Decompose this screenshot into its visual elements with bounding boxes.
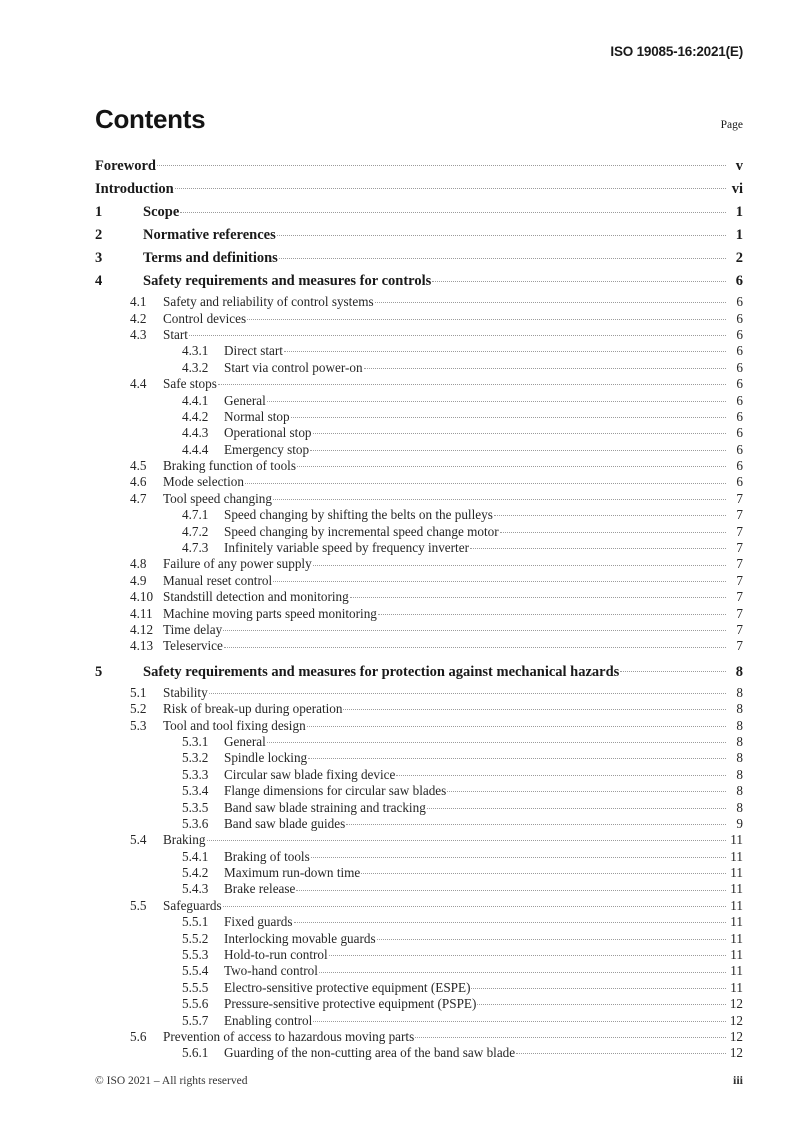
toc-entry-page-number: 7 xyxy=(736,490,743,506)
toc-dot-leader xyxy=(311,848,726,861)
toc-entry-label: Spindle locking xyxy=(224,750,308,766)
toc-entry[interactable] xyxy=(95,224,743,247)
toc-entry[interactable] xyxy=(95,782,743,798)
toc-entry[interactable] xyxy=(95,604,743,620)
toc-entry[interactable] xyxy=(95,700,743,716)
page-footer xyxy=(95,1073,743,1088)
toc-entry-page-number: 7 xyxy=(736,572,743,588)
toc-entry-page-number: 7 xyxy=(736,507,743,523)
toc-dot-leader xyxy=(218,375,726,388)
toc-entry-label: Start xyxy=(163,326,188,342)
table-of-contents xyxy=(95,155,743,1061)
toc-entry-number: 4.3.2 xyxy=(182,359,209,375)
toc-entry[interactable] xyxy=(95,1028,743,1044)
toc-dot-leader xyxy=(267,391,726,404)
toc-entry-page-number: 7 xyxy=(736,523,743,539)
toc-entry[interactable] xyxy=(95,506,743,522)
toc-entry[interactable] xyxy=(95,749,743,765)
toc-entry-page-number: 8 xyxy=(735,663,743,680)
toc-dot-leader xyxy=(291,408,726,421)
toc-entry-number: 4.12 xyxy=(130,622,154,637)
toc-entry-number: 4.4.4 xyxy=(182,441,209,457)
toc-entry-page-number: 8 xyxy=(736,799,743,815)
toc-entry-page-number: 7 xyxy=(736,638,743,654)
toc-entry-page-number: 7 xyxy=(736,556,743,572)
toc-entry-number: 5.3.1 xyxy=(182,733,209,749)
toc-dot-leader xyxy=(364,359,726,372)
toc-dot-leader xyxy=(284,342,726,355)
toc-entry[interactable] xyxy=(95,1044,743,1060)
toc-entry-number: 1 xyxy=(95,204,103,220)
toc-dot-leader xyxy=(245,473,726,486)
toc-entry-page-number: 8 xyxy=(736,733,743,749)
toc-entry-page-number: 6 xyxy=(736,310,743,326)
toc-dot-leader xyxy=(516,1044,726,1057)
toc-entry-page-number: 11 xyxy=(730,930,743,946)
toc-dot-leader xyxy=(279,248,726,263)
toc-dot-leader xyxy=(477,995,726,1008)
toc-entry[interactable] xyxy=(95,293,743,309)
toc-entry[interactable] xyxy=(95,539,743,555)
toc-dot-leader xyxy=(175,179,726,194)
toc-entry-page-number: 11 xyxy=(730,979,743,995)
toc-dot-leader xyxy=(500,522,726,535)
toc-entry-page-number: 12 xyxy=(729,1045,743,1061)
toc-entry-number: 4.7.2 xyxy=(182,523,209,539)
toc-entry-label: Maximum run-down time xyxy=(224,865,361,881)
toc-dot-leader xyxy=(209,684,726,697)
toc-entry-number: 5.5.3 xyxy=(182,947,209,963)
toc-entry-label: Flange dimensions for circular saw blades xyxy=(224,783,447,799)
toc-entry-label: Two-hand control xyxy=(224,963,318,979)
page-title: Contents xyxy=(95,104,206,134)
toc-entry-number: 5.3.5 xyxy=(182,799,209,815)
toc-entry-number: 4.7 xyxy=(130,490,147,506)
toc-entry-label: Mode selection xyxy=(163,474,244,490)
toc-entry-label: Prevention of access to hazardous moving parts xyxy=(163,1028,415,1044)
toc-entry-number: 5.5.4 xyxy=(182,963,209,979)
toc-entry[interactable] xyxy=(95,588,743,604)
toc-entry-page-number: 6 xyxy=(736,474,743,490)
toc-entry[interactable] xyxy=(95,995,743,1011)
toc-entry[interactable] xyxy=(95,270,743,293)
toc-entry-label: Start via control power-on xyxy=(224,359,363,375)
toc-entry-number: 4.9 xyxy=(130,572,147,588)
toc-entry-label: Band saw blade guides xyxy=(224,815,346,831)
toc-entry-page-number: 11 xyxy=(730,881,743,897)
toc-entry-page-number: 8 xyxy=(736,701,743,717)
toc-dot-leader xyxy=(223,897,726,910)
toc-entry[interactable] xyxy=(95,880,743,896)
toc-dot-leader xyxy=(361,864,726,877)
toc-entry-label: Safety requirements and measures for protection against mechanical hazards xyxy=(143,663,620,680)
toc-entry-label: Braking xyxy=(163,832,206,848)
toc-entry[interactable] xyxy=(95,457,743,473)
toc-entry-number: 5.5.6 xyxy=(182,996,209,1012)
toc-dot-leader xyxy=(415,1028,726,1041)
toc-entry-page-number: 6 xyxy=(736,425,743,441)
toc-entry-label: Interlocking movable guards xyxy=(224,930,376,946)
toc-entry-page-number: 12 xyxy=(729,996,743,1012)
toc-entry-label: Failure of any power supply xyxy=(163,556,312,572)
toc-entry-number: 4.13 xyxy=(130,638,154,654)
toc-entry[interactable] xyxy=(95,733,743,749)
toc-dot-leader xyxy=(470,539,726,552)
toc-entry[interactable] xyxy=(95,831,743,847)
document-reference-header: ISO 19085-16:2021(E) xyxy=(610,44,743,59)
toc-dot-leader xyxy=(319,962,726,975)
toc-dot-leader xyxy=(378,604,726,617)
toc-entry-label: Time delay xyxy=(163,622,223,637)
toc-dot-leader xyxy=(273,572,726,585)
toc-dot-leader xyxy=(180,202,726,217)
toc-entry-page-number: v xyxy=(735,158,743,174)
toc-entry-page-number: 6 xyxy=(736,376,743,392)
toc-entry-page-number: 6 xyxy=(736,326,743,342)
toc-entry-number: 4.7.3 xyxy=(182,540,209,556)
toc-entry[interactable] xyxy=(95,155,743,178)
toc-entry-label: Fixed guards xyxy=(224,914,293,930)
toc-entry-page-number: 6 xyxy=(736,392,743,408)
toc-entry[interactable] xyxy=(95,637,743,653)
toc-entry[interactable] xyxy=(95,309,743,325)
toc-dot-leader xyxy=(432,271,726,286)
toc-dot-leader xyxy=(620,661,726,676)
toc-entry[interactable] xyxy=(95,408,743,424)
toc-entry-number: 5.3.3 xyxy=(182,766,209,782)
toc-entry-number: 4.4 xyxy=(130,376,147,392)
toc-entry[interactable] xyxy=(95,929,743,945)
toc-entry-page-number: 8 xyxy=(736,766,743,782)
toc-entry-page-number: 9 xyxy=(736,815,743,831)
toc-entry[interactable] xyxy=(95,1011,743,1027)
toc-entry-label: Electro-sensitive protective equipment (ESPE) xyxy=(224,979,471,995)
toc-entry-label: Guarding of the non-cutting area of the band saw blade xyxy=(224,1045,516,1061)
toc-entry-number: 5.4 xyxy=(130,832,147,848)
toc-dot-leader xyxy=(157,156,726,171)
toc-entry-number: 5.3.4 xyxy=(182,783,209,799)
toc-entry-label: Stability xyxy=(163,684,208,700)
toc-dot-leader xyxy=(297,457,726,470)
toc-entry[interactable] xyxy=(95,572,743,588)
toc-entry-page-number: 8 xyxy=(736,717,743,733)
toc-entry-page-number: 6 xyxy=(735,273,743,289)
toc-entry-number: 5.5 xyxy=(130,897,147,913)
toc-entry-label: Safeguards xyxy=(163,897,222,913)
toc-entry-number: 4.10 xyxy=(130,589,154,605)
toc-entry[interactable] xyxy=(95,391,743,407)
toc-dot-leader xyxy=(377,929,726,942)
toc-entry-number: 4.3.1 xyxy=(182,343,209,359)
toc-entry-label: Infinitely variable speed by frequency inverter xyxy=(224,540,469,556)
toc-entry-number: 4 xyxy=(95,273,103,289)
toc-entry-label: General xyxy=(224,392,266,408)
toc-entry-label: Manual reset control xyxy=(163,572,273,588)
toc-entry-number: 4.4.2 xyxy=(182,408,209,424)
toc-dot-leader xyxy=(224,637,726,650)
toc-dot-leader xyxy=(223,621,726,634)
toc-entry-label: Band saw blade straining and tracking xyxy=(224,799,426,815)
toc-entry-number: 5 xyxy=(95,663,103,680)
toc-entry[interactable] xyxy=(95,864,743,880)
toc-dot-leader xyxy=(307,716,726,729)
toc-dot-leader xyxy=(189,326,726,339)
toc-dot-leader xyxy=(273,490,726,503)
toc-dot-leader xyxy=(296,880,726,893)
toc-entry-number: 2 xyxy=(95,227,103,243)
toc-entry[interactable] xyxy=(95,375,743,391)
toc-entry-label: Terms and definitions xyxy=(143,250,278,266)
toc-dot-leader xyxy=(294,913,727,926)
toc-entry-number: 4.6 xyxy=(130,474,147,490)
toc-entry[interactable] xyxy=(95,621,743,637)
toc-entry[interactable] xyxy=(95,342,743,358)
toc-entry[interactable] xyxy=(95,326,743,342)
contents-title-row xyxy=(95,104,743,135)
toc-entry-label: Braking of tools xyxy=(224,848,310,864)
toc-entry-page-number: 12 xyxy=(729,1012,743,1028)
toc-entry-number: 4.7.1 xyxy=(182,507,209,523)
toc-dot-leader xyxy=(375,293,726,306)
toc-entry-label: Brake release xyxy=(224,881,296,897)
toc-dot-leader xyxy=(277,225,726,240)
toc-entry-number: 4.3 xyxy=(130,326,147,342)
toc-entry-page-number: 7 xyxy=(736,622,743,637)
toc-entry[interactable] xyxy=(95,716,743,732)
toc-entry-number: 5.3.2 xyxy=(182,750,209,766)
toc-dot-leader xyxy=(329,946,726,959)
toc-entry-number: 4.5 xyxy=(130,458,147,474)
toc-entry-page-number: 6 xyxy=(736,294,743,310)
toc-entry[interactable] xyxy=(95,962,743,978)
toc-dot-leader xyxy=(310,441,726,454)
toc-entry-label: Circular saw blade fixing device xyxy=(224,766,396,782)
toc-entry-page-number: 6 xyxy=(736,359,743,375)
toc-entry-label: Risk of break-up during operation xyxy=(163,701,343,717)
toc-entry-number: 5.2 xyxy=(130,701,147,717)
toc-entry-label: Direct start xyxy=(224,343,283,359)
toc-entry[interactable] xyxy=(95,359,743,375)
toc-entry-label: Normative references xyxy=(143,227,276,243)
footer-page-number: iii xyxy=(732,1073,743,1087)
toc-entry-page-number: 6 xyxy=(736,408,743,424)
toc-entry[interactable] xyxy=(95,490,743,506)
toc-entry-label: Introduction xyxy=(95,181,174,197)
toc-entry-page-number: 8 xyxy=(736,783,743,799)
toc-dot-leader xyxy=(343,700,726,713)
toc-entry-label: Safety and reliability of control systems xyxy=(163,294,374,310)
toc-entry[interactable] xyxy=(95,424,743,440)
toc-entry-number: 3 xyxy=(95,250,103,266)
toc-entry-label: Tool and tool fixing design xyxy=(163,717,306,733)
toc-entry-label: Braking function of tools xyxy=(163,458,296,474)
page-column-label: Page xyxy=(720,119,743,131)
toc-entry-label: Safe stops xyxy=(163,376,217,392)
toc-entry[interactable] xyxy=(95,815,743,831)
toc-entry-page-number: 1 xyxy=(735,204,743,220)
toc-entry-label: Speed changing by shifting the belts on the pulleys xyxy=(224,507,493,523)
copyright-notice: © ISO 2021 – All rights reserved xyxy=(95,1075,248,1087)
toc-entry[interactable] xyxy=(95,913,743,929)
toc-entry-label: Pressure-sensitive protective equipment (PSPE) xyxy=(224,996,477,1012)
toc-entry-label: Hold-to-run control xyxy=(224,947,328,963)
toc-dot-leader xyxy=(396,766,726,779)
toc-entry-page-number: 11 xyxy=(730,865,743,881)
toc-entry-number: 4.11 xyxy=(130,605,153,621)
toc-entry[interactable] xyxy=(95,473,743,489)
toc-entry-page-number: 11 xyxy=(730,832,743,848)
toc-entry-label: Scope xyxy=(143,204,180,220)
toc-entry-number: 4.4.3 xyxy=(182,425,209,441)
toc-entry-page-number: 7 xyxy=(736,540,743,556)
toc-entry[interactable] xyxy=(95,798,743,814)
toc-dot-leader xyxy=(308,749,726,762)
toc-entry-number: 4.4.1 xyxy=(182,392,209,408)
toc-entry-label: Emergency stop xyxy=(224,441,310,457)
toc-entry-label: Speed changing by incremental speed change motor xyxy=(224,523,499,539)
toc-entry-label: Control devices xyxy=(163,310,247,326)
toc-entry-page-number: 11 xyxy=(730,963,743,979)
toc-entry[interactable] xyxy=(95,684,743,700)
toc-dot-leader xyxy=(267,733,726,746)
toc-entry[interactable] xyxy=(95,522,743,538)
toc-dot-leader xyxy=(247,309,726,322)
toc-entry-page-number: 6 xyxy=(736,343,743,359)
toc-dot-leader xyxy=(313,555,726,568)
toc-entry[interactable] xyxy=(95,848,743,864)
toc-entry-page-number: 12 xyxy=(729,1028,743,1044)
toc-entry-page-number: 6 xyxy=(736,458,743,474)
toc-dot-leader xyxy=(207,831,727,844)
toc-dot-leader xyxy=(313,1011,726,1024)
toc-entry-label: Machine moving parts speed monitoring xyxy=(163,605,377,621)
toc-entry-label: Operational stop xyxy=(224,425,312,441)
toc-dot-leader xyxy=(346,815,726,828)
toc-entry[interactable] xyxy=(95,897,743,913)
toc-entry-label: Tool speed changing xyxy=(163,490,272,506)
toc-entry-number: 5.1 xyxy=(130,684,147,700)
toc-entry-label: Foreword xyxy=(95,158,156,174)
toc-entry-label: Teleservice xyxy=(163,638,223,654)
toc-entry-page-number: 6 xyxy=(736,441,743,457)
toc-entry[interactable] xyxy=(95,946,743,962)
toc-entry-number: 5.5.5 xyxy=(182,979,209,995)
toc-entry-label: Standstill detection and monitoring xyxy=(163,589,349,605)
toc-entry[interactable] xyxy=(95,661,743,684)
toc-dot-leader xyxy=(447,782,726,795)
toc-entry-label: General xyxy=(224,733,266,749)
toc-entry-label: Normal stop xyxy=(224,408,290,424)
toc-dot-leader xyxy=(350,588,726,601)
toc-entry-page-number: 11 xyxy=(730,897,743,913)
toc-dot-leader xyxy=(313,424,726,437)
toc-entry-number: 5.6 xyxy=(130,1028,147,1044)
toc-entry-page-number: 11 xyxy=(730,914,743,930)
toc-entry-number: 5.5.1 xyxy=(182,914,209,930)
toc-entry-page-number: 2 xyxy=(735,250,743,266)
toc-entry-number: 4.8 xyxy=(130,556,147,572)
toc-entry-page-number: vi xyxy=(731,181,743,197)
toc-entry-number: 5.3.6 xyxy=(182,815,209,831)
toc-entry[interactable] xyxy=(95,441,743,457)
toc-entry-number: 5.5.7 xyxy=(182,1012,209,1028)
toc-entry-label: Safety requirements and measures for controls xyxy=(143,273,432,289)
toc-entry-number: 5.4.3 xyxy=(182,881,209,897)
toc-entry[interactable] xyxy=(95,178,743,201)
toc-entry-page-number: 8 xyxy=(736,750,743,766)
toc-entry-page-number: 7 xyxy=(736,589,743,605)
toc-entry-page-number: 8 xyxy=(736,684,743,700)
toc-entry-number: 5.4.1 xyxy=(182,848,209,864)
toc-entry[interactable] xyxy=(95,247,743,270)
toc-dot-leader xyxy=(471,979,726,992)
toc-entry-number: 5.6.1 xyxy=(182,1045,209,1061)
toc-entry[interactable] xyxy=(95,201,743,224)
toc-entry-page-number: 11 xyxy=(730,848,743,864)
toc-entry-number: 5.3 xyxy=(130,717,147,733)
toc-dot-leader xyxy=(494,506,726,519)
toc-entry-number: 5.4.2 xyxy=(182,865,209,881)
toc-entry[interactable] xyxy=(95,979,743,995)
toc-entry-page-number: 7 xyxy=(736,605,743,621)
toc-entry-label: Enabling control xyxy=(224,1012,313,1028)
toc-entry[interactable] xyxy=(95,555,743,571)
toc-entry-page-number: 11 xyxy=(730,947,743,963)
toc-entry-number: 4.1 xyxy=(130,294,147,310)
toc-entry-number: 5.5.2 xyxy=(182,930,209,946)
toc-dot-leader xyxy=(427,798,726,811)
toc-entry-number: 4.2 xyxy=(130,310,147,326)
toc-entry-page-number: 1 xyxy=(735,227,743,243)
toc-entry[interactable] xyxy=(95,766,743,782)
